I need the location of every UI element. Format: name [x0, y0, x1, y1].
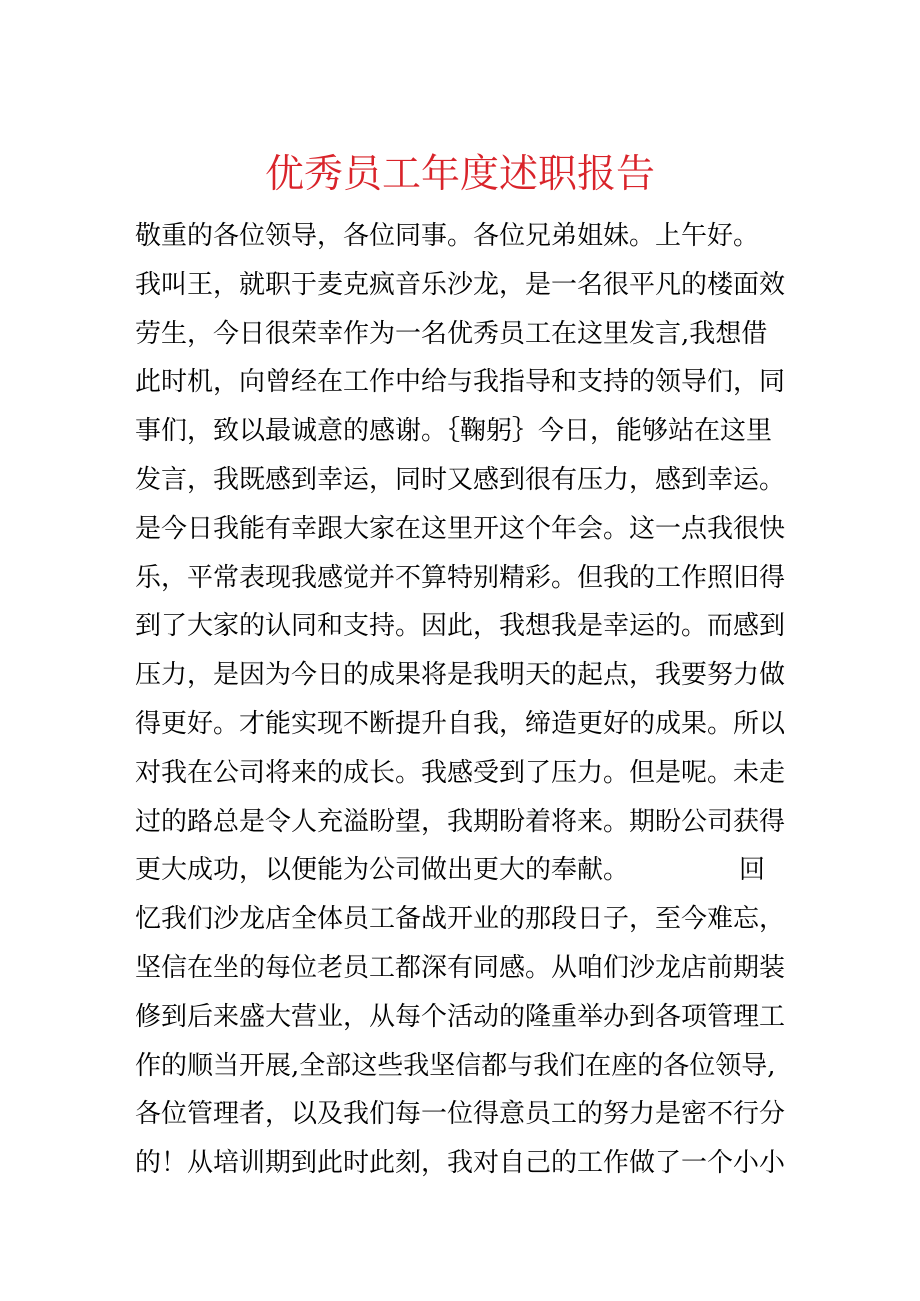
paragraph-line: 坚信在坐的每位老员工都深有同感。从咱们沙龙店前期装: [135, 952, 786, 983]
paragraph-line: 事们，致以最诚意的感谢。｛鞠躬｝今日，能够站在这里: [135, 416, 773, 447]
paragraph-line: 是今日我能有幸跟大家在这里开这个年会。这一点我很快: [135, 513, 786, 544]
paragraph-line: 忆我们沙龙店全体员工备战开业的那段日子，至今难忘，: [135, 904, 786, 935]
paragraph-line: 作的顺当开展,全部这些我坚信都与我们在座的各位领导,: [135, 1050, 776, 1081]
paragraph-line: 发言，我既感到幸运，同时又感到很有压力，感到幸运。: [135, 464, 786, 495]
paragraph-end-text: 更大成功，以便能为公司做出更大的奉献。: [135, 855, 630, 886]
paragraph-line: 劳生，今日很荣幸作为一名优秀员工在这里发言,我想借: [135, 318, 768, 349]
paragraph-line: 对我在公司将来的成长。我感受到了压力。但是呢。未走: [135, 757, 786, 788]
paragraph-line: 过的路总是令人充溢盼望，我期盼着将来。期盼公司获得: [135, 806, 786, 837]
paragraph-line: 压力，是因为今日的成果将是我明天的起点，我要努力做: [135, 660, 786, 691]
paragraph-line: 我叫王，就职于麦克疯音乐沙龙，是一名很平凡的楼面效: [135, 269, 786, 300]
paragraph-line: 各位管理者，以及我们每一位得意员工的努力是密不行分: [135, 1099, 786, 1130]
paragraph-start-text: 回: [738, 855, 765, 886]
paragraph-line: 修到后来盛大营业，从每个活动的隆重举办到各项管理工: [135, 1001, 786, 1032]
paragraph-line: 得更好。才能实现不断提升自我，缔造更好的成果。所以: [135, 708, 786, 739]
paragraph-line: 敬重的各位领导，各位同事。各位兄弟姐妹。上午好。: [135, 221, 760, 251]
document-body: [135, 212, 791, 1188]
paragraph-line-split: [135, 846, 791, 895]
document-title: 优秀员工年度述职报告: [264, 152, 655, 197]
paragraph-line: 的！从培训期到此时此刻，我对自己的工作做了一个小小: [135, 1148, 786, 1179]
paragraph-line: 乐，平常表现我感觉并不算特别精彩。但我的工作照旧得: [135, 562, 786, 593]
paragraph-line: 此时机，向曾经在工作中给与我指导和支持的领导们，同: [135, 367, 786, 398]
paragraph-line: 到了大家的认同和支持。因此，我想我是幸运的。而感到: [135, 611, 786, 642]
